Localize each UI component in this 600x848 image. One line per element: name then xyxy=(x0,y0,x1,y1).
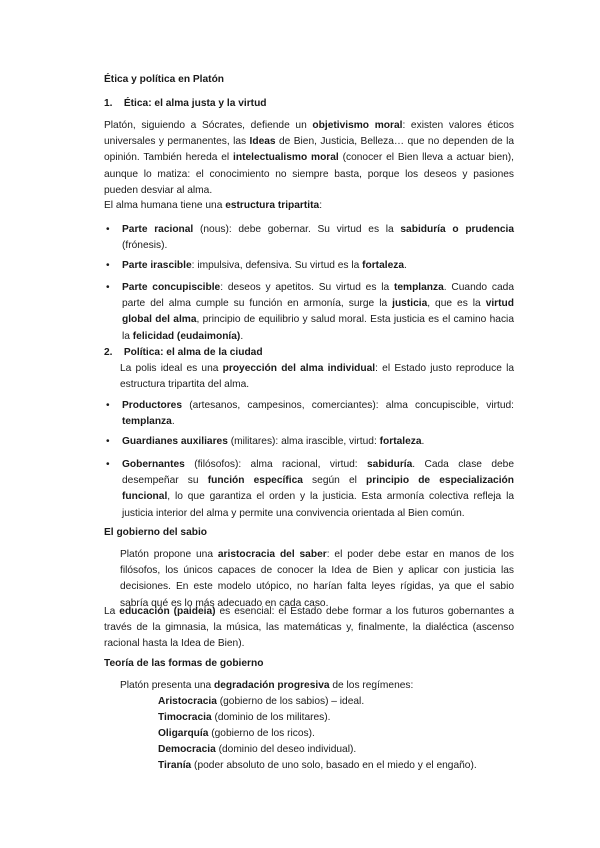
bold-term: sabiduría o prudencia xyxy=(400,224,514,235)
section-1-intro xyxy=(104,118,514,199)
text-run: , principio de equilibrio y salud moral. Esta justicia es el camino hacia la xyxy=(122,314,514,342)
bullet-text xyxy=(122,280,514,345)
section-2-number: 2. xyxy=(104,347,113,358)
text-run: (frónesis). xyxy=(122,240,168,252)
bold-term: principio de especialización funcional xyxy=(122,475,514,503)
bullet-text xyxy=(122,258,514,274)
text-run: (poder absoluto de uno solo, basado en el miedo y el engaño). xyxy=(191,760,477,771)
bold-term: proyección del alma individual xyxy=(222,363,376,374)
text-run: (filósofos): alma racional, virtud: xyxy=(184,459,367,470)
bold-term: Ideas xyxy=(249,136,276,148)
bullet-text xyxy=(122,457,514,522)
bold-term: objetivismo moral xyxy=(312,120,403,131)
list-item xyxy=(158,726,315,742)
bold-term: templanza xyxy=(122,416,172,428)
list-item xyxy=(158,758,477,774)
bold-term: Parte racional xyxy=(122,224,194,235)
text-run: La xyxy=(104,606,120,617)
text-run: La polis ideal es una xyxy=(120,363,223,374)
text-run: (nous): debe gobernar. Su virtud es la xyxy=(193,224,401,235)
bold-term: educación (paideia) xyxy=(119,606,216,617)
text-run: (militares): alma irascible, virtud: xyxy=(227,436,380,447)
text-run: Platón presenta una xyxy=(120,680,215,691)
text-run: (dominio del deseo individual). xyxy=(215,744,357,755)
bullet-icon: • xyxy=(106,224,110,235)
bold-term: Tiranía xyxy=(158,760,192,771)
text-run: : deseos y apetitos. Su virtud es la xyxy=(220,282,394,293)
section-1-title: Ética: el alma justa y la virtud xyxy=(123,98,267,109)
section-2-title: Política: el alma de la ciudad xyxy=(123,347,263,358)
bold-term: degradación progresiva xyxy=(214,680,330,691)
section-3-heading: El gobierno del sabio xyxy=(104,527,208,538)
text-run: . xyxy=(421,436,425,447)
bold-term: fortaleza xyxy=(362,260,404,271)
bold-term: Timocracia xyxy=(158,712,212,723)
bullet-icon: • xyxy=(106,260,110,271)
section-2-intro xyxy=(120,361,514,393)
bold-term: Parte concupiscible xyxy=(122,282,221,293)
text-run: . xyxy=(240,330,244,342)
bold-term: estructura tripartita xyxy=(225,200,320,211)
bold-term: Democracia xyxy=(158,744,216,755)
text-run: (gobierno de los ricos). xyxy=(208,728,315,739)
section-4-intro xyxy=(120,678,514,694)
list-item xyxy=(158,742,356,758)
bullet-icon: • xyxy=(106,282,110,293)
text-run: : el Estado justo reproduce la estructura tripartita del alma. xyxy=(120,363,514,391)
text-run: El alma humana tiene una xyxy=(104,200,226,211)
text-run: según el xyxy=(302,475,367,487)
bold-term: Parte irascible xyxy=(122,260,192,271)
text-run: Platón, siguiendo a Sócrates, defiende un xyxy=(104,120,313,131)
text-run: de Bien, Justicia, Belleza… que no dependen de la opinión. También hereda el xyxy=(104,136,515,164)
bullet-text xyxy=(122,398,514,430)
bullet-text xyxy=(122,222,514,254)
text-run: (gobierno de los sabios) – ideal. xyxy=(216,696,365,707)
section-2-heading xyxy=(104,345,263,361)
bold-term: aristocracia del saber xyxy=(217,549,327,560)
text-run: : existen valores éticos universales y permanentes, las xyxy=(104,120,514,148)
text-run: : impulsiva, defensiva. Su virtud es la xyxy=(191,260,363,271)
section-3-para-2 xyxy=(104,604,514,653)
text-run: . xyxy=(171,416,175,428)
text-run: , que es la xyxy=(427,298,486,310)
bold-term: Productores xyxy=(122,400,183,411)
bullet-icon: • xyxy=(106,459,110,470)
tripartite-intro xyxy=(104,198,514,214)
bold-term: templanza xyxy=(393,282,444,293)
section-1-heading xyxy=(104,96,267,112)
text-run: , lo que garantiza el orden y la justicia. Esta armonía colectiva refleja la justicia interior del alma y permite una convivencia orientada al Bien común. xyxy=(122,491,514,519)
bullet-icon: • xyxy=(106,436,110,447)
document-title: Ética y política en Platón xyxy=(104,74,225,85)
text-run: Platón propone una xyxy=(120,549,218,560)
section-3-para-1 xyxy=(120,547,514,612)
text-run: . Cada clase debe desempeñar su xyxy=(122,459,514,487)
list-item xyxy=(158,710,331,726)
text-run: : el poder debe estar en manos de los filósofos, los únicos capaces de conocer la Idea de Bien y aplicar con justicia las decisiones. En este modelo utópico, no harían falta leyes rígidas, ya que el sabio sabría qué es lo más adecuado en cada caso. xyxy=(120,549,515,609)
bold-term: Aristocracia xyxy=(158,696,217,707)
bold-term: intelectualismo moral xyxy=(233,152,339,164)
text-run: (conocer el Bien lleva a actuar bien), aunque lo matiza: el conocimiento no siempre basta, porque los deseos y pasiones pueden desviar al alma. xyxy=(104,152,514,196)
bold-term: justicia xyxy=(392,298,428,310)
text-run: de los regímenes: xyxy=(329,680,414,691)
text-run: (artesanos, campesinos, comerciantes): alma concupiscible, virtud: xyxy=(182,400,514,411)
list-item xyxy=(158,694,364,710)
bullet-text xyxy=(122,434,514,450)
bold-term: felicidad (eudaimonía) xyxy=(132,330,241,342)
bold-term: sabiduría xyxy=(366,459,413,470)
bold-term: virtud global del alma xyxy=(122,298,514,326)
bold-term: fortaleza xyxy=(379,436,422,447)
bold-term: Gobernantes xyxy=(122,459,185,470)
section-4-heading: Teoría de las formas de gobierno xyxy=(104,658,264,669)
text-run: : xyxy=(319,200,323,211)
text-run: (dominio de los militares). xyxy=(211,712,331,723)
bold-term: Guardianes auxiliares xyxy=(122,436,228,447)
text-run: es esencial: el Estado debe formar a los futuros gobernantes a través de la gimnasia, la música, las matemáticas y, finalmente, la dialéctica (ascenso racional hasta la Idea de Bien). xyxy=(104,606,514,650)
bold-term: Oligarquía xyxy=(158,728,209,739)
bold-term: función específica xyxy=(207,475,303,487)
text-run: . Cuando cada parte del alma cumple su función en armonía, surge la xyxy=(122,282,514,310)
bullet-icon: • xyxy=(106,400,110,411)
text-run: . xyxy=(404,260,407,271)
section-1-number: 1. xyxy=(104,98,113,109)
